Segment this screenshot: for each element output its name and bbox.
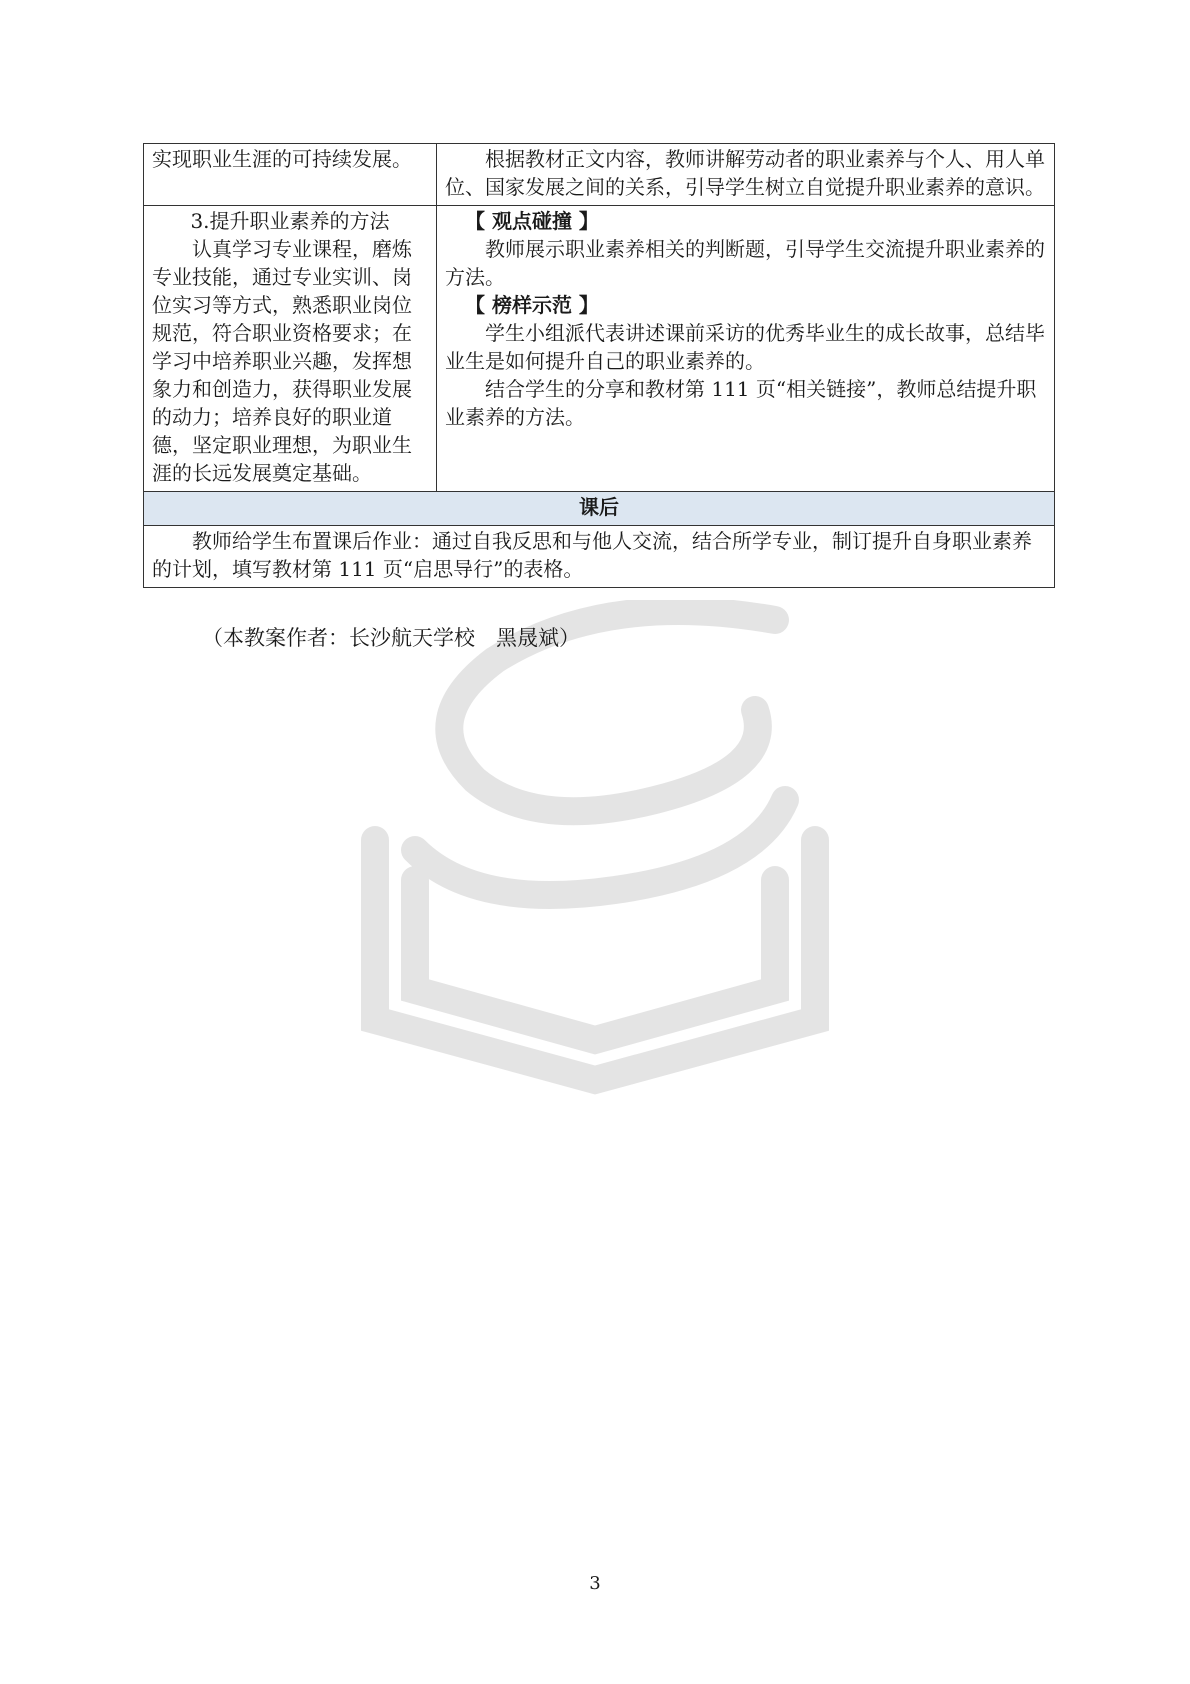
after-class-text: 教师给学生布置课后作业：通过自我反思和与他人交流，结合所学专业，制订提升自身职业素养的计划，填写教材第 111 页“启思导行”的表格。 — [152, 529, 1032, 581]
activity-text: 教师展示职业素养相关的判断题，引导学生交流提升职业素养的方法。 — [445, 237, 1045, 289]
page-number: 3 — [589, 1573, 601, 1594]
content-subheading: 3.提升职业素养的方法 — [190, 209, 390, 233]
activity-tag: 【 观点碰撞 】 — [465, 209, 599, 233]
activity-text: 学生小组派代表讲述课前采访的优秀毕业生的成长故事，总结毕业生是如何提升自己的职业素养的。 — [445, 321, 1045, 373]
activity-cell — [437, 206, 1055, 492]
table-row — [144, 144, 1055, 206]
activity-tag: 【 榜样示范 】 — [465, 293, 599, 317]
table-row — [144, 206, 1055, 492]
table-row — [144, 526, 1055, 588]
content-cell — [144, 206, 437, 492]
section-header: 课后 — [144, 492, 1055, 526]
content-text: 实现职业生涯的可持续发展。 — [152, 147, 412, 171]
after-class-cell — [144, 526, 1055, 588]
lesson-plan-table — [143, 143, 1055, 588]
content-cell — [144, 144, 437, 206]
section-header-row — [144, 492, 1055, 526]
activity-cell — [437, 144, 1055, 206]
activity-text: 结合学生的分享和教材第 111 页“相关链接”，教师总结提升职业素养的方法。 — [445, 377, 1037, 429]
author-note: （本教案作者：长沙航天学校 黑晟斌） — [202, 626, 580, 650]
content-text: 认真学习专业课程，磨炼专业技能，通过专业实训、岗位实习等方式，熟悉职业岗位规范，符合职业资格要求；在学习中培养职业兴趣，发挥想象力和创造力，获得职业发展的动力；培养良好的职业道德，坚定职业理想，为职业生涯的长远发展奠定基础。 — [152, 237, 412, 485]
publisher-logo-watermark — [355, 600, 855, 1100]
activity-text: 根据教材正文内容，教师讲解劳动者的职业素养与个人、用人单位、国家发展之间的关系，引导学生树立自觉提升职业素养的意识。 — [445, 147, 1045, 199]
